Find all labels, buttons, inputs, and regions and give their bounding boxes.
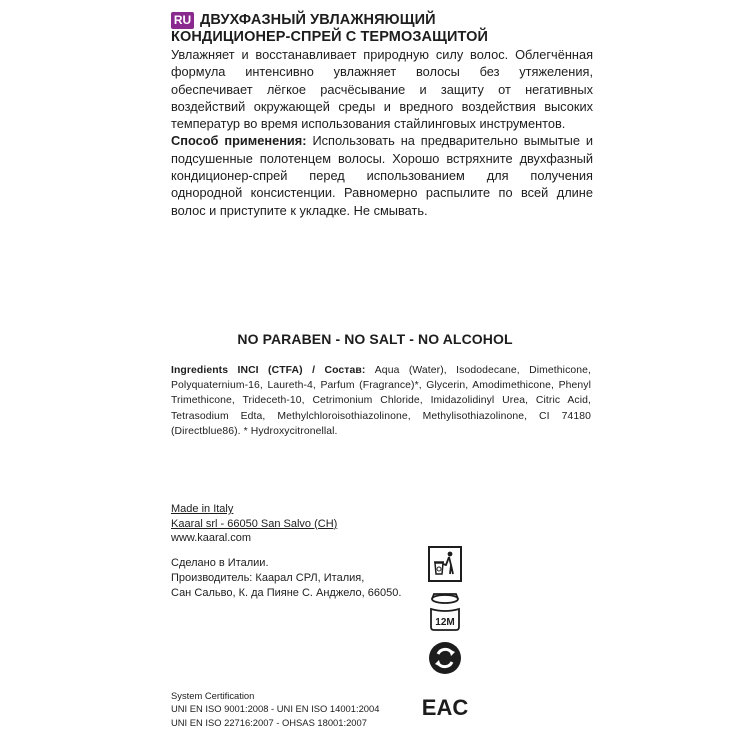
- product-description: [171, 46, 593, 219]
- certification-line-2: UNI EN ISO 22716:2007 - OHSAS 18001:2007: [171, 716, 367, 728]
- recycle-bin-icon: [428, 546, 462, 582]
- product-title-line-2: КОНДИЦИОНЕР-СПРЕЙ С ТЕРМОЗАЩИТОЙ: [171, 29, 488, 45]
- certification-title: System Certification: [171, 690, 255, 701]
- ingredients-list: [171, 363, 591, 439]
- manufacturer-info-ru: [171, 556, 421, 600]
- pao-label: 12M: [435, 617, 455, 628]
- usage-label: Способ применения:: [171, 133, 307, 149]
- made-in-ru: Сделано в Италии.: [171, 557, 269, 569]
- system-certification: [171, 689, 379, 729]
- product-title-line-1: ДВУХФАЗНЫЙ УВЛАЖНЯЮЩИЙ: [200, 12, 436, 28]
- certification-line-1: UNI EN ISO 9001:2008 - UNI EN ISO 14001:2004: [171, 703, 380, 715]
- pao-jar-icon: [428, 592, 462, 632]
- website-link[interactable]: www.kaaral.com: [171, 532, 252, 544]
- ingredients-text: Aqua (Water), Isododecane, Dimethicone, Polyquaternium-16, Laureth-4, Parfum (Fragrance)*, Glycerin, Amodimethicone, Phenyl Trimethicone, Trideceth-10, Cetrimonium Chloride, Imidazolidinyl Urea, Citric Acid, Tetrasodium Edta, Methylchloroisothiazolinone, Methylisothiazolinone, CI 74180 (Directblue86). * Hydroxycitronellal.: [171, 365, 591, 437]
- producer-ru: Производитель: Каарал СРЛ, Италия,: [171, 571, 365, 584]
- eac-label: EAC: [421, 695, 469, 720]
- description-text: Увлажняет и восстанавливает природную силу волос. Облегчённая формула интенсивно увлажняет волосы без утяжеления, обеспечивает лёгкое расчёсывание и защиту от негативных воздействий окружающей среды и вредного воздействия высоких температур во время использования стайлинговых инструментов.: [171, 47, 593, 132]
- ingredients-label: Ingredients INCI (CTFA) / Состав:: [171, 365, 366, 376]
- company-address: Kaaral srl - 66050 San Salvo (CH): [171, 517, 338, 530]
- usage-paragraph: [171, 132, 593, 218]
- product-claims: NO PARABEN - NO SALT - NO ALCOHOL: [237, 331, 513, 347]
- made-in-label: Made in Italy: [171, 503, 234, 515]
- usage-text: Использовать на предварительно вымытые и подсушенные полотенцем волосы. Хорошо встряхните двухфазный кондиционер-спрей перед использованием для получения однородной консистенции. Равномерно распылите по всей длине волос и приступите к укладке. Не смывать.: [171, 133, 593, 218]
- recycle-arrows-icon: [428, 641, 462, 675]
- manufacturer-info: [171, 502, 337, 546]
- address-ru: Сан Сальво, К. да Пияне С. Анджело, 66050.: [171, 586, 402, 599]
- language-badge: RU: [171, 12, 194, 29]
- eac-mark-icon: [421, 688, 469, 722]
